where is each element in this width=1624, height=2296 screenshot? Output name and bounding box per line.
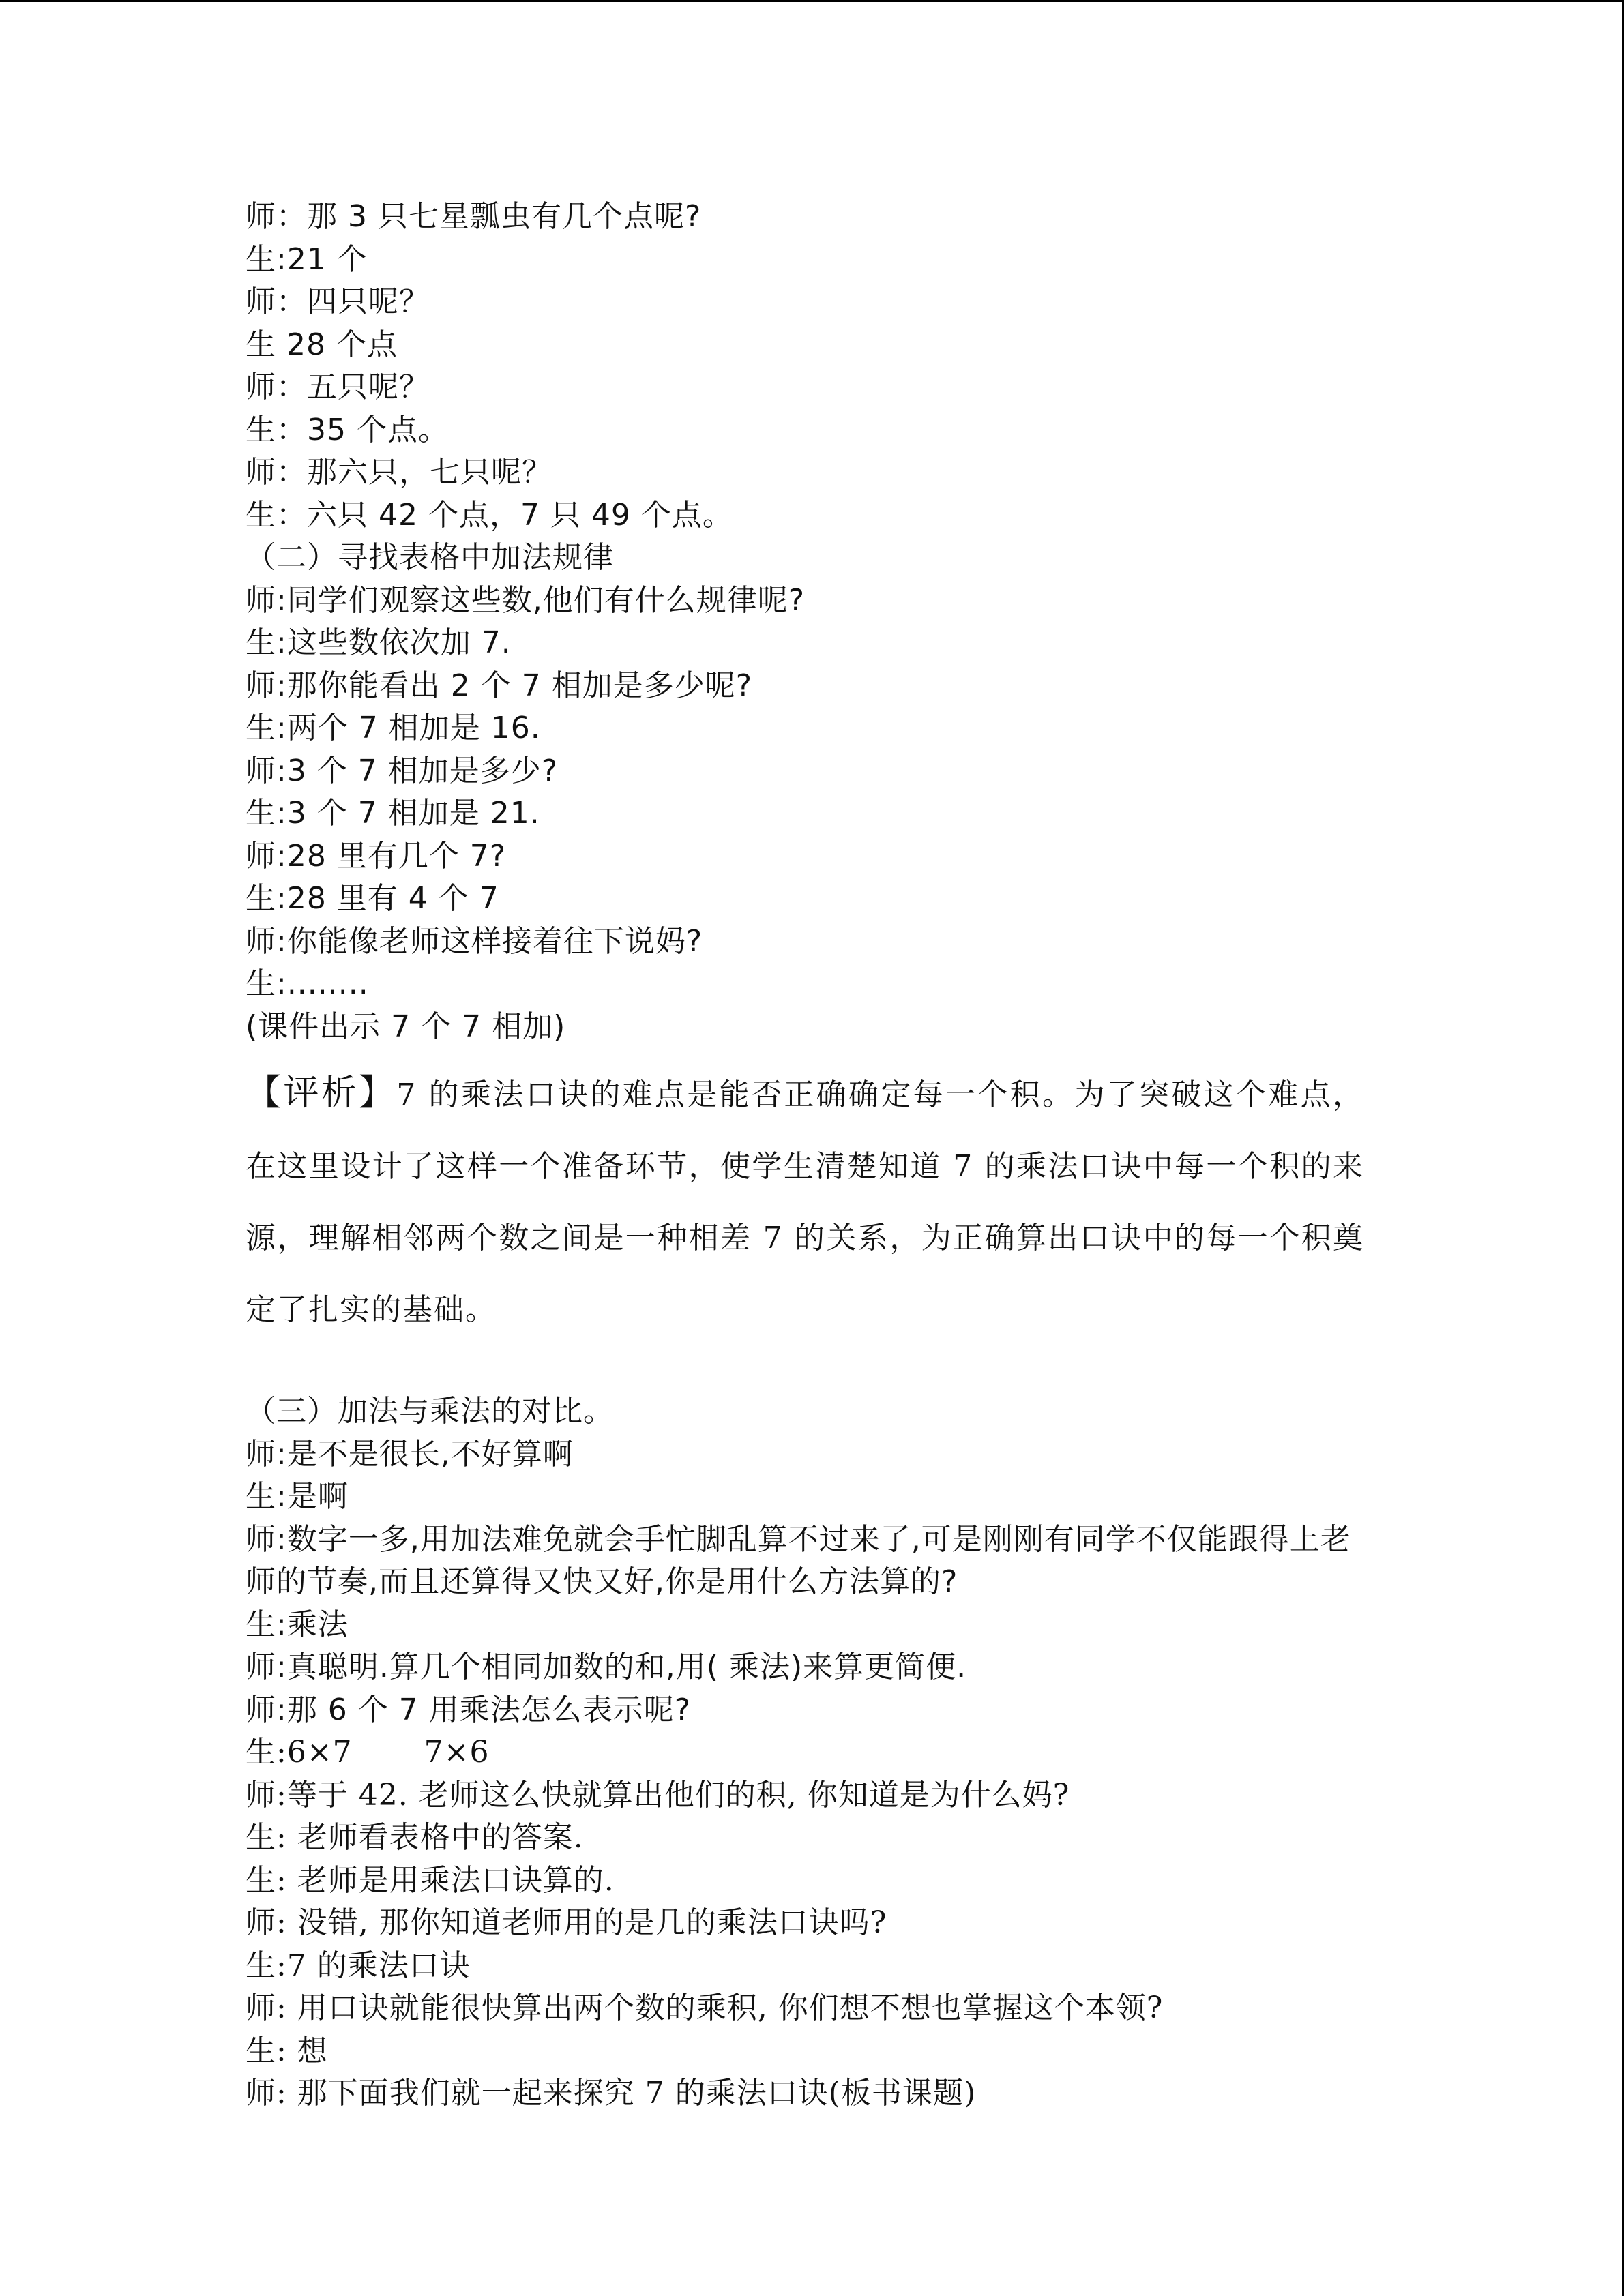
dialogue-line: 师:28 里有几个 7? [246, 838, 507, 874]
dialogue-line: 师:同学们观察这些数,他们有什么规律呢? [246, 582, 806, 618]
dialogue-line: 师: 没错, 那你知道老师用的是几的乘法口诀吗? [246, 1905, 887, 1940]
dialogue-line: 生:6×7 7×6 [246, 1735, 490, 1770]
dialogue-line: 师: 那下面我们就一起来探究 7 的乘法口诀(板书课题) [246, 2076, 977, 2111]
section-heading-3: （三）加法与乘法的对比。 [246, 1394, 614, 1429]
section-spacer [246, 1345, 1378, 1390]
dialogue-line: 生:7 的乘法口诀 [246, 1948, 471, 1983]
dialogue-line: 师:3 个 7 相加是多少? [246, 753, 559, 788]
dialogue-line: 师:是不是很长,不好算啊 [246, 1436, 574, 1472]
dialogue-line: 师：那六只，七只呢？ [246, 455, 552, 490]
dialogue-line: 师：那 3 只七星瓢虫有几个点呢? [246, 199, 702, 234]
dialogue-line: 生 28 个点 [246, 327, 398, 362]
review-paragraph [246, 1058, 1364, 1345]
page-border-top [0, 0, 1624, 2]
dialogue-line: 师:那你能看出 2 个 7 相加是多少呢? [246, 668, 753, 703]
section-heading-2: （二）寻找表格中加法规律 [246, 540, 614, 575]
dialogue-line: 生：六只 42 个点，7 只 49 个点。 [246, 497, 733, 533]
dialogue-line: 师:真聪明.算几个相同加数的和,用( 乘法)来算更简便. [246, 1650, 967, 1684]
dialogue-line: 师: 用口诀就能很快算出两个数的乘积, 你们想不想也掌握这个本领? [246, 1991, 1164, 2025]
dialogue-line: 生:乘法 [246, 1607, 349, 1642]
dialogue-line: 师：四只呢？ [246, 284, 430, 319]
dialogue-part-2 [246, 580, 1378, 1049]
dialogue-line: 生: 老师看表格中的答案. [246, 1820, 584, 1855]
dialogue-line: 生:........ [246, 966, 369, 1001]
dialogue-line: 生:两个 7 相加是 16. [246, 711, 541, 745]
dialogue-line: 师：五只呢？ [246, 370, 430, 404]
stage-direction: (课件出示 7 个 7 相加) [246, 1009, 566, 1044]
dialogue-line: 师:等于 42. 老师这么快就算出他们的积, 你知道是为什么妈? [246, 1777, 1070, 1813]
review-tag: 【评析】 [246, 1073, 397, 1114]
dialogue-part-3 [246, 1433, 1378, 2115]
review-text: 7 的乘法口诀的难点是能否正确确定每一个积。为了突破这个难点，在这里设计了这样一个准备环节，使学生清楚知道 7 的乘法口诀中每一个积的来源，理解相邻两个数之间是一种相差 7 的关系，为正确算出口诀中的每一个积奠定了扎实的基础。 [246, 1077, 1364, 1327]
dialogue-line: 师:你能像老师这样接着往下说妈? [246, 923, 703, 959]
dialogue-line: 师:那 6 个 7 用乘法怎么表示呢? [246, 1692, 692, 1727]
dialogue-line: 生:这些数依次加 7. [246, 625, 512, 660]
document-body [246, 196, 1378, 2115]
dialogue-line: 生:28 里有 4 个 7 [246, 881, 499, 916]
dialogue-line: 生: 老师是用乘法口诀算的. [246, 1862, 615, 1898]
dialogue-line: 师:数字一多,用加法难免就会手忙脚乱算不过来了,可是刚刚有同学不仅能跟得上老师的节奏,而且还算得又快又好,你是用什么方法算的? [246, 1521, 1351, 1599]
dialogue-line: 生: 想 [246, 2033, 328, 2068]
dialogue-line: 生:21 个 [246, 241, 368, 277]
dialogue-part-1 [246, 196, 1378, 537]
dialogue-line: 生:是啊 [246, 1479, 349, 1514]
dialogue-line: 生：35 个点。 [246, 412, 449, 447]
dialogue-line: 生:3 个 7 相加是 21. [246, 796, 540, 831]
